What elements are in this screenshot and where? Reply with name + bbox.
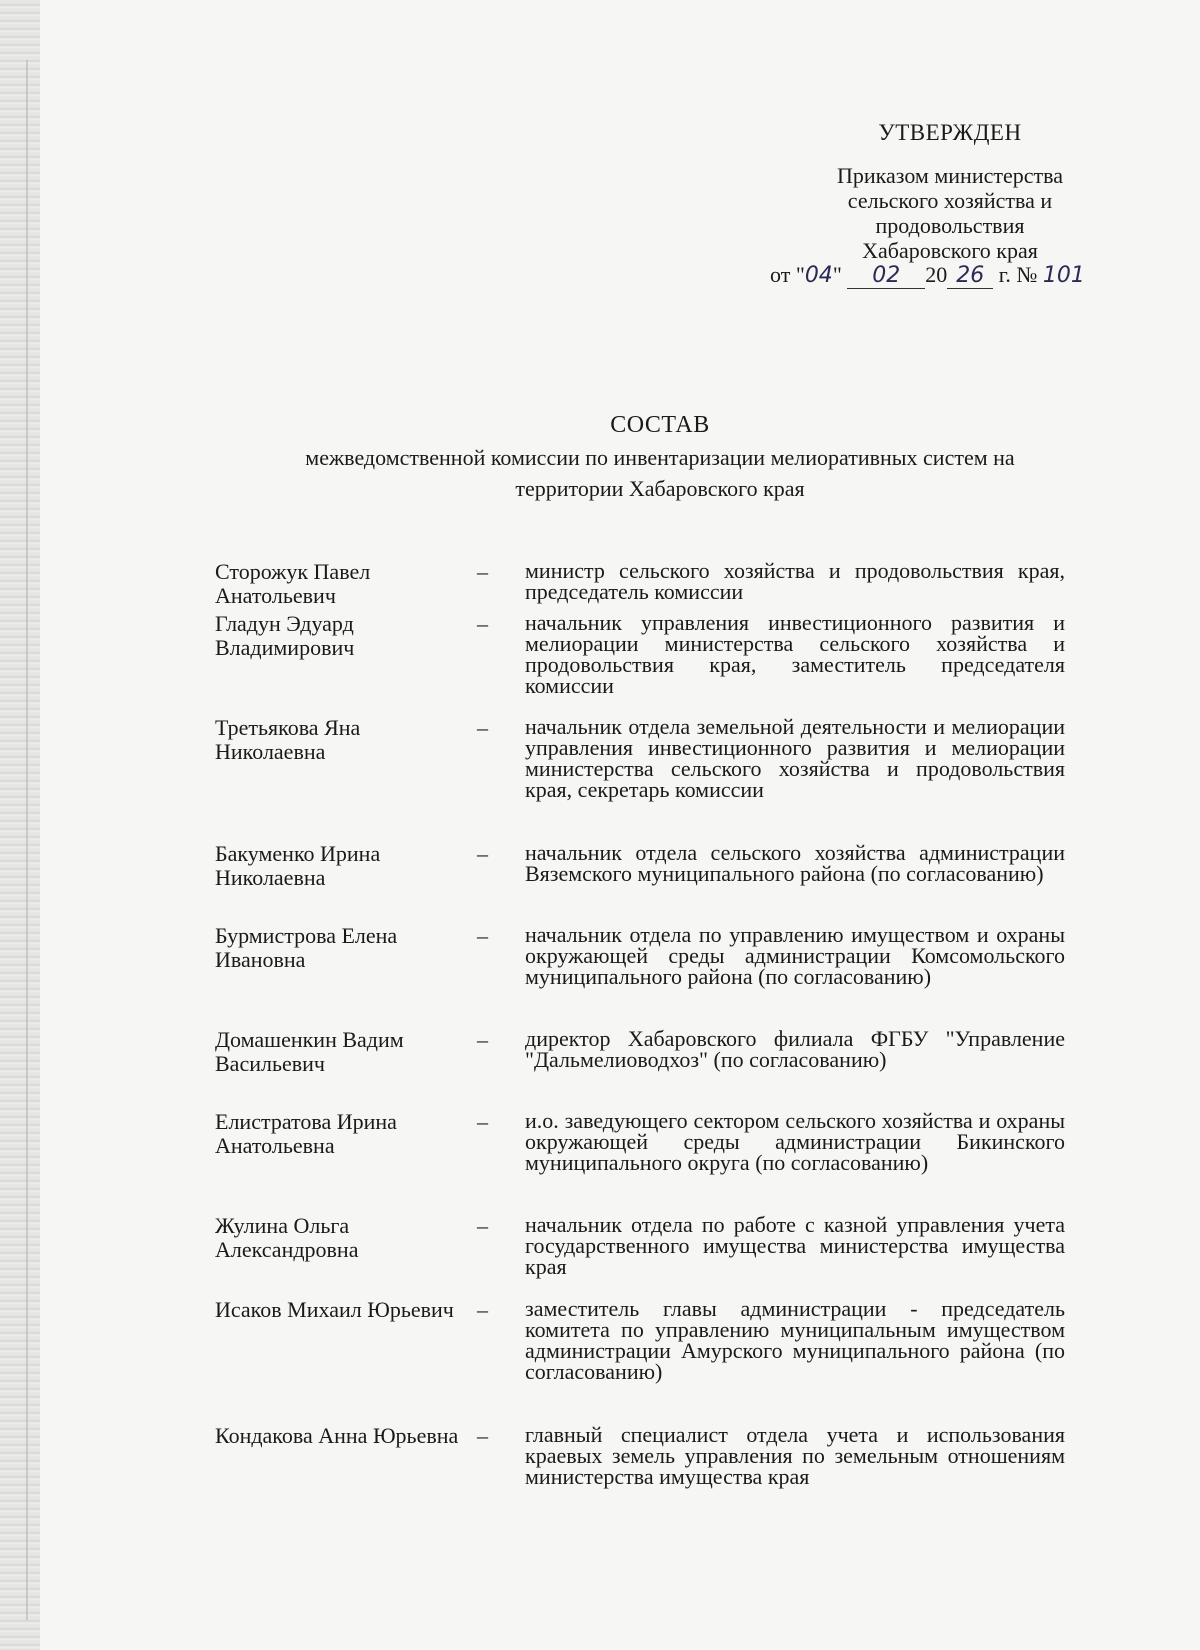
- member-dash: –: [477, 559, 488, 584]
- member-dash: –: [477, 1109, 488, 1134]
- date-mid: ": [832, 262, 842, 287]
- member-role: заместитель главы администрации - председатель комитета по управлению муниципальным имуществом администрации Амурского муниципального района (по согласованию): [525, 1296, 1065, 1384]
- date-year-handwritten: 26: [947, 263, 993, 289]
- member-name: Исаков Михаил Юрьевич: [215, 1297, 454, 1322]
- date-year-prefix: 20: [925, 262, 948, 287]
- member-name: Кондакова Анна Юрьевна: [215, 1423, 459, 1448]
- member-name: Бакуменко Ирина Николаевна: [215, 841, 381, 890]
- member-role: и.о. заведующего сектором сельского хозяйства и охраны окружающей среды администрации Бикинского муниципального округа (по согласованию): [525, 1108, 1065, 1175]
- heading-subtitle-line: межведомственной комиссии по инвентаризации мелиоративных систем на: [305, 445, 1015, 470]
- member-dash: –: [477, 923, 488, 948]
- member-role: министр сельского хозяйства и продовольствия края, председатель комиссии: [525, 558, 1065, 604]
- member-role: начальник отдела земельной деятельности и мелиорации управления инвестиционного развития и мелиорации министерства сельского хозяйства и продовольствия края, секретарь комиссии: [525, 714, 1065, 802]
- approval-line: сельского хозяйства и: [847, 188, 1053, 213]
- heading-subtitle-line: территории Хабаровского края: [515, 476, 805, 501]
- approval-title: УТВЕРЖДЕН: [878, 120, 1022, 145]
- order-number-label: г. №: [998, 262, 1038, 287]
- member-role: директор Хабаровского филиала ФГБУ "Управление "Дальмелиоводхоз" (по согласованию): [525, 1026, 1065, 1072]
- member-dash: –: [477, 1027, 488, 1052]
- order-number-handwritten: 101: [1042, 263, 1085, 288]
- date-prefix: от ": [770, 262, 805, 287]
- approval-line: продовольствия: [875, 213, 1025, 238]
- member-name: Бурмистрова Елена Ивановна: [215, 923, 398, 972]
- member-role: начальник управления инвестиционного развития и мелиорации министерства сельского хозяйства и продовольствия края, заместитель председателя комиссии: [525, 610, 1065, 698]
- member-dash: –: [477, 1297, 488, 1322]
- date-month-handwritten: 02: [847, 263, 925, 289]
- approval-line: Приказом министерства: [837, 163, 1063, 188]
- approval-line: Хабаровского края: [862, 238, 1038, 263]
- member-dash: –: [477, 841, 488, 866]
- date-day-handwritten: 04: [804, 263, 833, 288]
- member-role: начальник отдела по работе с казной управления учета государственного имущества министерства имущества края: [525, 1212, 1065, 1279]
- member-dash: –: [477, 1213, 488, 1238]
- member-dash: –: [477, 715, 488, 740]
- member-role: начальник отдела по управлению имуществом и охраны окружающей среды администрации Комсомольского муниципального района (по согласованию): [525, 922, 1065, 989]
- member-name: Домашенкин Вадим Васильевич: [215, 1027, 404, 1076]
- member-name: Жулина Ольга Александровна: [215, 1213, 359, 1262]
- heading-title: СОСТАВ: [610, 412, 710, 438]
- member-name: Сторожук Павел Анатольевич: [215, 559, 371, 608]
- member-name: Елистратова Ирина Анатольевна: [215, 1109, 397, 1158]
- member-role: начальник отдела сельского хозяйства администрации Вяземского муниципального района (по согласованию): [525, 840, 1065, 886]
- member-role: главный специалист отдела учета и использования краевых земель управления по земельным отношениям министерства имущества края: [525, 1422, 1065, 1489]
- member-name: Гладун Эдуард Владимирович: [215, 611, 355, 660]
- member-dash: –: [477, 611, 488, 636]
- member-name: Третьякова Яна Николаевна: [215, 715, 361, 764]
- member-dash: –: [477, 1423, 488, 1448]
